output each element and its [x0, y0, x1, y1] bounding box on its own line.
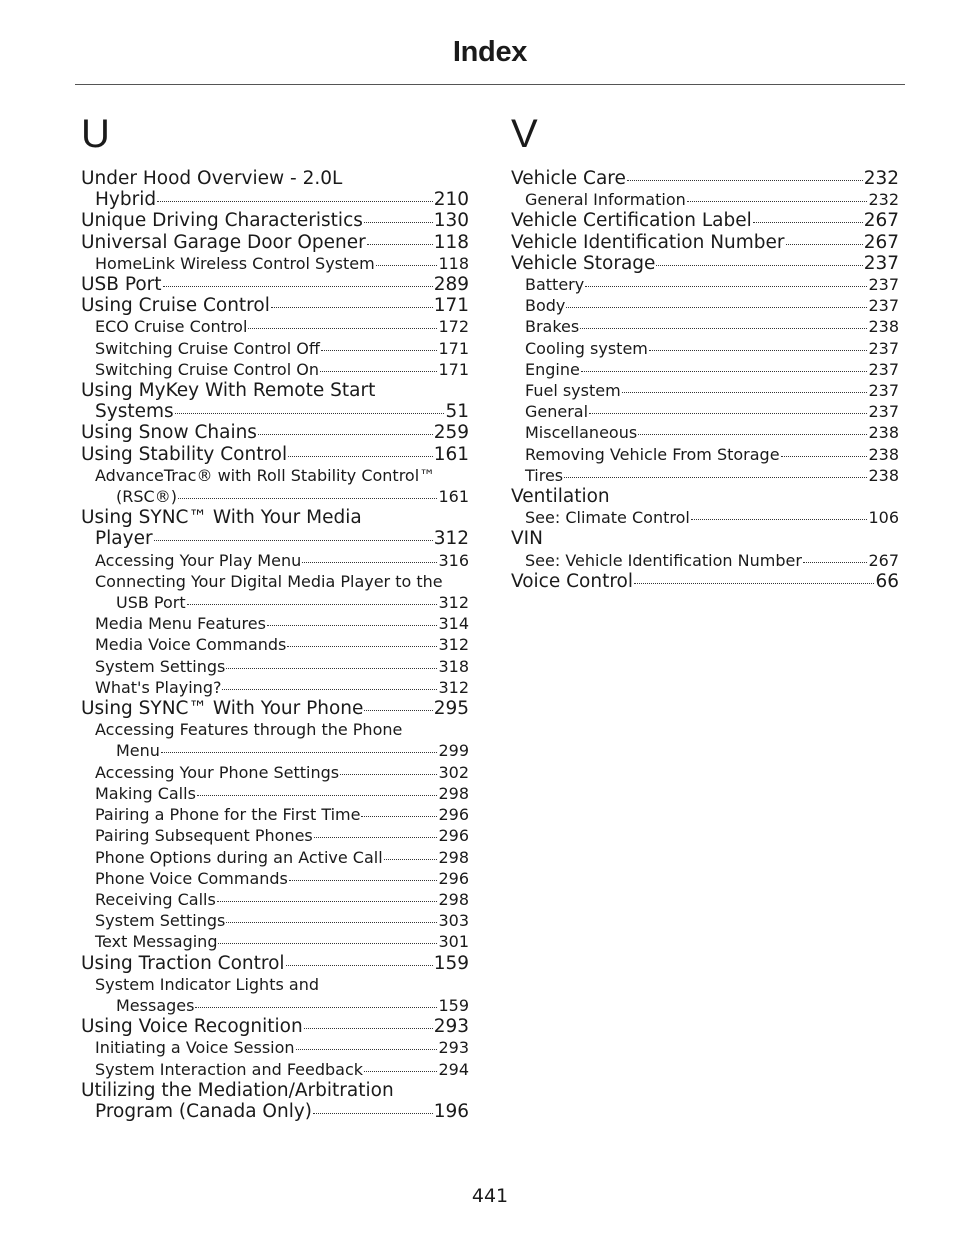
entry-page-number: 238 — [868, 423, 899, 443]
index-entry — [81, 380, 469, 422]
entry-text: Program (Canada Only) — [95, 1100, 313, 1122]
entry-text: General Information — [525, 190, 686, 210]
dot-leader — [267, 625, 438, 626]
dot-leader — [589, 413, 867, 414]
entry-page-number: 232 — [863, 168, 899, 189]
index-column-u — [81, 168, 469, 1122]
entry-text: See: Climate Control — [525, 508, 690, 528]
entry-line — [95, 359, 469, 380]
entry-line — [511, 232, 899, 253]
dot-leader — [286, 965, 433, 966]
entry-text: Battery — [525, 275, 585, 295]
index-entry — [81, 232, 469, 253]
entry-line — [81, 295, 469, 316]
index-subentry — [81, 762, 469, 783]
entry-page-number: 316 — [438, 550, 469, 570]
index-entry — [511, 571, 899, 592]
entry-page-number: 299 — [438, 741, 469, 761]
entry-line — [511, 253, 899, 274]
entry-page-number: 303 — [438, 911, 469, 931]
index-subentry — [511, 507, 899, 528]
entry-page-number: 312 — [433, 528, 469, 550]
entry-page-number: 237 — [868, 296, 899, 316]
index-entry — [81, 1080, 469, 1122]
entry-page-number: 294 — [438, 1059, 469, 1079]
entry-text: Pairing Subsequent Phones — [95, 826, 313, 846]
index-subentry — [81, 613, 469, 634]
entry-text: System Interaction and Feedback — [95, 1059, 364, 1079]
entry-page-number: 237 — [868, 402, 899, 422]
entry-text: Text Messaging — [95, 932, 218, 952]
index-entry — [511, 528, 899, 549]
dot-leader — [753, 222, 863, 223]
index-subentry — [511, 380, 899, 401]
entry-line — [95, 889, 469, 910]
entry-page-number: 237 — [868, 275, 899, 295]
entry-text: Using Snow Chains — [81, 422, 257, 444]
entry-line — [511, 210, 899, 231]
entry-text: Using Voice Recognition — [81, 1016, 303, 1038]
entry-page-number: 296 — [438, 868, 469, 888]
entry-text: Engine — [525, 359, 580, 379]
entry-line — [95, 910, 469, 931]
entry-line — [95, 868, 469, 889]
index-subentry — [81, 571, 469, 613]
section-letter-u: U — [81, 112, 110, 156]
entry-text: (RSC®) — [116, 487, 177, 507]
entry-line — [95, 613, 469, 634]
entry-page-number: 171 — [438, 359, 469, 379]
index-subentry — [81, 253, 469, 274]
dot-leader — [226, 922, 437, 923]
index-entry — [81, 953, 469, 974]
entry-text: Menu — [116, 741, 160, 761]
dot-leader — [157, 201, 433, 202]
dot-leader — [581, 371, 868, 372]
entry-text: Initiating a Voice Session — [95, 1038, 295, 1058]
entry-page-number: 298 — [438, 783, 469, 803]
entry-line — [525, 401, 899, 422]
dot-leader — [304, 1028, 433, 1029]
entry-line — [95, 762, 469, 783]
entry-page-number: 172 — [438, 317, 469, 337]
entry-text: Using SYNC™ With Your Phone — [81, 698, 364, 720]
dot-leader — [656, 265, 862, 266]
entry-page-number: 259 — [433, 422, 469, 444]
entry-text: Body — [525, 296, 566, 316]
dot-leader — [566, 307, 867, 308]
entry-page-number: 267 — [863, 231, 899, 253]
entry-line — [511, 168, 899, 189]
dot-leader — [627, 180, 863, 181]
dot-leader — [197, 795, 438, 796]
index-subentry — [81, 825, 469, 846]
index-subentry — [81, 550, 469, 571]
dot-leader — [161, 752, 438, 753]
entry-text: Unique Driving Characteristics — [81, 210, 363, 232]
entry-page-number: 66 — [875, 570, 899, 592]
index-subentry — [81, 634, 469, 655]
dot-leader — [580, 328, 867, 329]
entry-line — [525, 507, 899, 528]
dot-leader — [217, 901, 438, 902]
index-subentry — [81, 847, 469, 868]
dot-leader — [634, 583, 874, 584]
entry-text-first-line: Using SYNC™ With Your Media — [81, 507, 362, 529]
entry-line — [525, 380, 899, 401]
entry-text: Switching Cruise Control Off — [95, 338, 320, 358]
index-subentry — [511, 189, 899, 210]
dot-leader — [163, 286, 433, 287]
entry-line — [81, 189, 469, 210]
entry-page-number: 237 — [868, 359, 899, 379]
index-subentry — [81, 1037, 469, 1058]
dot-leader — [691, 519, 868, 520]
entry-page-number: 312 — [438, 677, 469, 697]
index-entry — [511, 253, 899, 274]
dot-leader — [364, 710, 432, 711]
dot-leader — [175, 413, 445, 414]
entry-line — [525, 316, 899, 337]
index-entry — [81, 698, 469, 719]
index-subentry — [81, 338, 469, 359]
index-subentry — [81, 316, 469, 337]
entry-line — [95, 338, 469, 359]
index-subentry — [81, 677, 469, 698]
entry-text: Universal Garage Door Opener — [81, 231, 366, 253]
entry-text: VIN — [511, 528, 543, 550]
entry-line — [525, 422, 899, 443]
entry-text: Accessing Your Phone Settings — [95, 762, 340, 782]
entry-page-number: 318 — [438, 656, 469, 676]
entry-line — [95, 995, 469, 1016]
index-subentry — [81, 465, 469, 507]
dot-leader — [195, 1007, 437, 1008]
entry-line — [81, 1016, 469, 1037]
entry-page-number: 298 — [438, 889, 469, 909]
dot-leader — [803, 562, 868, 563]
index-entry — [81, 210, 469, 231]
dot-leader — [258, 434, 433, 435]
entry-page-number: 298 — [438, 847, 469, 867]
dot-leader — [218, 943, 437, 944]
index-subentry — [81, 889, 469, 910]
entry-line — [81, 232, 469, 253]
entry-page-number: 171 — [438, 338, 469, 358]
entry-text: Media Voice Commands — [95, 635, 287, 655]
dot-leader — [564, 477, 867, 478]
entry-page-number: 106 — [868, 508, 899, 528]
entry-text: Vehicle Storage — [511, 252, 656, 274]
index-entry — [81, 422, 469, 443]
entry-text-first-line: AdvanceTrac® with Roll Stability Control™ — [95, 465, 436, 485]
entry-line — [525, 338, 899, 359]
entry-line — [95, 316, 469, 337]
entry-text: Making Calls — [95, 783, 196, 803]
entry-page-number: 161 — [433, 443, 469, 465]
entry-text: Removing Vehicle From Storage — [525, 444, 780, 464]
entry-text: Fuel system — [525, 381, 621, 401]
entry-page-number: 267 — [868, 550, 899, 570]
index-entry — [511, 168, 899, 189]
entry-page-number: 289 — [433, 274, 469, 296]
index-subentry — [511, 338, 899, 359]
dot-leader — [786, 244, 863, 245]
index-entry — [511, 232, 899, 253]
dot-leader — [687, 201, 868, 202]
index-subentry — [511, 295, 899, 316]
index-subentry — [511, 550, 899, 571]
index-subentry — [81, 719, 469, 761]
entry-page-number: 118 — [438, 253, 469, 273]
entry-page-number: 171 — [433, 295, 469, 317]
entry-page-number: 237 — [863, 252, 899, 274]
index-entry — [81, 444, 469, 465]
dot-leader — [638, 434, 867, 435]
dot-leader — [314, 837, 438, 838]
entry-text: HomeLink Wireless Control System — [95, 253, 375, 273]
dot-leader — [321, 350, 438, 351]
dot-leader — [367, 244, 433, 245]
index-subentry — [81, 910, 469, 931]
entry-page-number: 301 — [438, 932, 469, 952]
index-subentry — [511, 401, 899, 422]
page-title: Index — [452, 36, 528, 68]
entry-text: Systems — [95, 401, 174, 423]
dot-leader — [187, 604, 438, 605]
dot-leader — [222, 689, 437, 690]
entry-text-first-line: Under Hood Overview - 2.0L — [81, 168, 343, 189]
entry-line — [95, 656, 469, 677]
entry-line — [81, 274, 469, 295]
entry-page-number: 295 — [433, 698, 469, 720]
page-number: 441 — [471, 1185, 509, 1207]
entry-line — [511, 486, 899, 507]
entry-text-first-line: Utilizing the Mediation/Arbitration — [81, 1079, 394, 1101]
header-divider — [75, 84, 905, 85]
entry-page-number: 159 — [433, 952, 469, 974]
entry-text: USB Port — [116, 593, 186, 613]
dot-leader — [622, 392, 868, 393]
dot-leader — [364, 222, 433, 223]
entry-line — [95, 486, 469, 507]
entry-text: General — [525, 402, 589, 422]
index-entry — [81, 168, 469, 210]
index-subentry — [81, 1059, 469, 1080]
entry-line — [81, 698, 469, 719]
dot-leader — [302, 562, 437, 563]
index-subentry — [81, 804, 469, 825]
entry-text: Tires — [525, 465, 564, 485]
entry-line — [95, 1059, 469, 1080]
entry-page-number: 293 — [433, 1016, 469, 1038]
entry-line — [95, 592, 469, 613]
entry-line — [81, 422, 469, 443]
entry-page-number: 130 — [433, 210, 469, 232]
dot-leader — [340, 774, 437, 775]
dot-leader — [288, 456, 433, 457]
index-entry — [511, 210, 899, 231]
index-subentry — [81, 931, 469, 952]
entry-page-number: 302 — [438, 762, 469, 782]
entry-line — [95, 825, 469, 846]
entry-page-number: 196 — [433, 1100, 469, 1122]
entry-line — [95, 804, 469, 825]
entry-line — [81, 953, 469, 974]
entry-text: Brakes — [525, 317, 580, 337]
entry-text: Phone Options during an Active Call — [95, 847, 383, 867]
dot-leader — [287, 646, 437, 647]
entry-page-number: 314 — [438, 614, 469, 634]
entry-line — [95, 847, 469, 868]
entry-text: Using Traction Control — [81, 952, 285, 974]
index-subentry — [81, 868, 469, 889]
entry-line — [95, 253, 469, 274]
dot-leader — [296, 1049, 438, 1050]
index-entry — [81, 1016, 469, 1037]
entry-page-number: 118 — [433, 231, 469, 253]
entry-line — [95, 550, 469, 571]
dot-leader — [376, 265, 438, 266]
entry-page-number: 159 — [438, 995, 469, 1015]
dot-leader — [384, 859, 438, 860]
entry-text: Using Stability Control — [81, 443, 288, 465]
index-entry — [81, 295, 469, 316]
dot-leader — [271, 307, 433, 308]
entry-line — [525, 465, 899, 486]
entry-page-number: 51 — [445, 401, 469, 423]
entry-page-number: 296 — [438, 826, 469, 846]
index-subentry — [511, 444, 899, 465]
entry-line — [95, 783, 469, 804]
entry-text: Vehicle Certification Label — [511, 210, 752, 232]
entry-text: System Settings — [95, 911, 226, 931]
entry-text: Switching Cruise Control On — [95, 359, 319, 379]
entry-text: Media Menu Features — [95, 614, 266, 634]
dot-leader — [248, 328, 437, 329]
entry-text-first-line: System Indicator Lights and — [95, 974, 319, 994]
entry-page-number: 267 — [863, 210, 899, 232]
entry-text: USB Port — [81, 274, 162, 296]
entry-line — [511, 571, 899, 592]
entry-text-first-line: Connecting Your Digital Media Player to the — [95, 571, 443, 591]
entry-page-number: 238 — [868, 317, 899, 337]
dot-leader — [154, 540, 433, 541]
entry-page-number: 161 — [438, 487, 469, 507]
section-letter-v: V — [511, 112, 538, 156]
entry-text: Vehicle Care — [511, 168, 626, 189]
entry-line — [95, 931, 469, 952]
entry-text: Miscellaneous — [525, 423, 638, 443]
entry-line — [81, 1101, 469, 1122]
entry-text: What's Playing? — [95, 677, 222, 697]
entry-text: Player — [95, 528, 153, 550]
index-column-v — [511, 168, 899, 592]
entry-line — [525, 295, 899, 316]
entry-line — [525, 444, 899, 465]
dot-leader — [649, 350, 868, 351]
entry-text: Cooling system — [525, 338, 648, 358]
index-subentry — [81, 656, 469, 677]
entry-line — [95, 1037, 469, 1058]
entry-line — [81, 528, 469, 549]
entry-line — [81, 401, 469, 422]
index-subentry — [81, 974, 469, 1016]
entry-page-number: 312 — [438, 635, 469, 655]
index-subentry — [511, 422, 899, 443]
entry-page-number: 296 — [438, 805, 469, 825]
entry-page-number: 238 — [868, 444, 899, 464]
dot-leader — [178, 498, 438, 499]
entry-page-number: 237 — [868, 338, 899, 358]
entry-line — [525, 550, 899, 571]
entry-page-number: 237 — [868, 381, 899, 401]
dot-leader — [313, 1113, 433, 1114]
entry-line — [511, 528, 899, 549]
entry-line — [95, 677, 469, 698]
entry-text: Using Cruise Control — [81, 295, 270, 317]
dot-leader — [320, 371, 437, 372]
index-subentry — [511, 316, 899, 337]
entry-text: ECO Cruise Control — [95, 317, 248, 337]
entry-text: Messages — [116, 995, 195, 1015]
entry-text: Receiving Calls — [95, 889, 216, 909]
dot-leader — [781, 456, 868, 457]
entry-text: Voice Control — [511, 570, 633, 592]
entry-line — [81, 210, 469, 231]
entry-line — [95, 740, 469, 761]
index-subentry — [81, 359, 469, 380]
entry-page-number: 238 — [868, 465, 899, 485]
entry-text: Ventilation — [511, 486, 610, 508]
entry-text: System Settings — [95, 656, 226, 676]
entry-line — [81, 444, 469, 465]
entry-page-number: 312 — [438, 593, 469, 613]
index-entry — [511, 486, 899, 507]
index-subentry — [511, 359, 899, 380]
entry-text: Vehicle Identification Number — [511, 231, 785, 253]
entry-line — [525, 274, 899, 295]
entry-text-first-line: Accessing Features through the Phone — [95, 720, 403, 740]
dot-leader — [364, 1071, 437, 1072]
index-subentry — [81, 783, 469, 804]
entry-page-number: 232 — [868, 190, 899, 210]
entry-line — [525, 359, 899, 380]
entry-text: Phone Voice Commands — [95, 868, 288, 888]
index-entry — [81, 274, 469, 295]
entry-text: Pairing a Phone for the First Time — [95, 805, 361, 825]
entry-text-first-line: Using MyKey With Remote Start — [81, 380, 376, 402]
entry-page-number: 293 — [438, 1038, 469, 1058]
entry-text: See: Vehicle Identification Number — [525, 550, 802, 570]
dot-leader — [226, 668, 437, 669]
entry-line — [525, 189, 899, 210]
entry-text: Accessing Your Play Menu — [95, 550, 302, 570]
dot-leader — [289, 880, 438, 881]
entry-page-number: 210 — [433, 189, 469, 211]
index-subentry — [511, 465, 899, 486]
entry-text: Hybrid — [95, 189, 157, 211]
entry-line — [95, 634, 469, 655]
dot-leader — [361, 816, 437, 817]
index-subentry — [511, 274, 899, 295]
index-entry — [81, 507, 469, 549]
dot-leader — [585, 286, 867, 287]
